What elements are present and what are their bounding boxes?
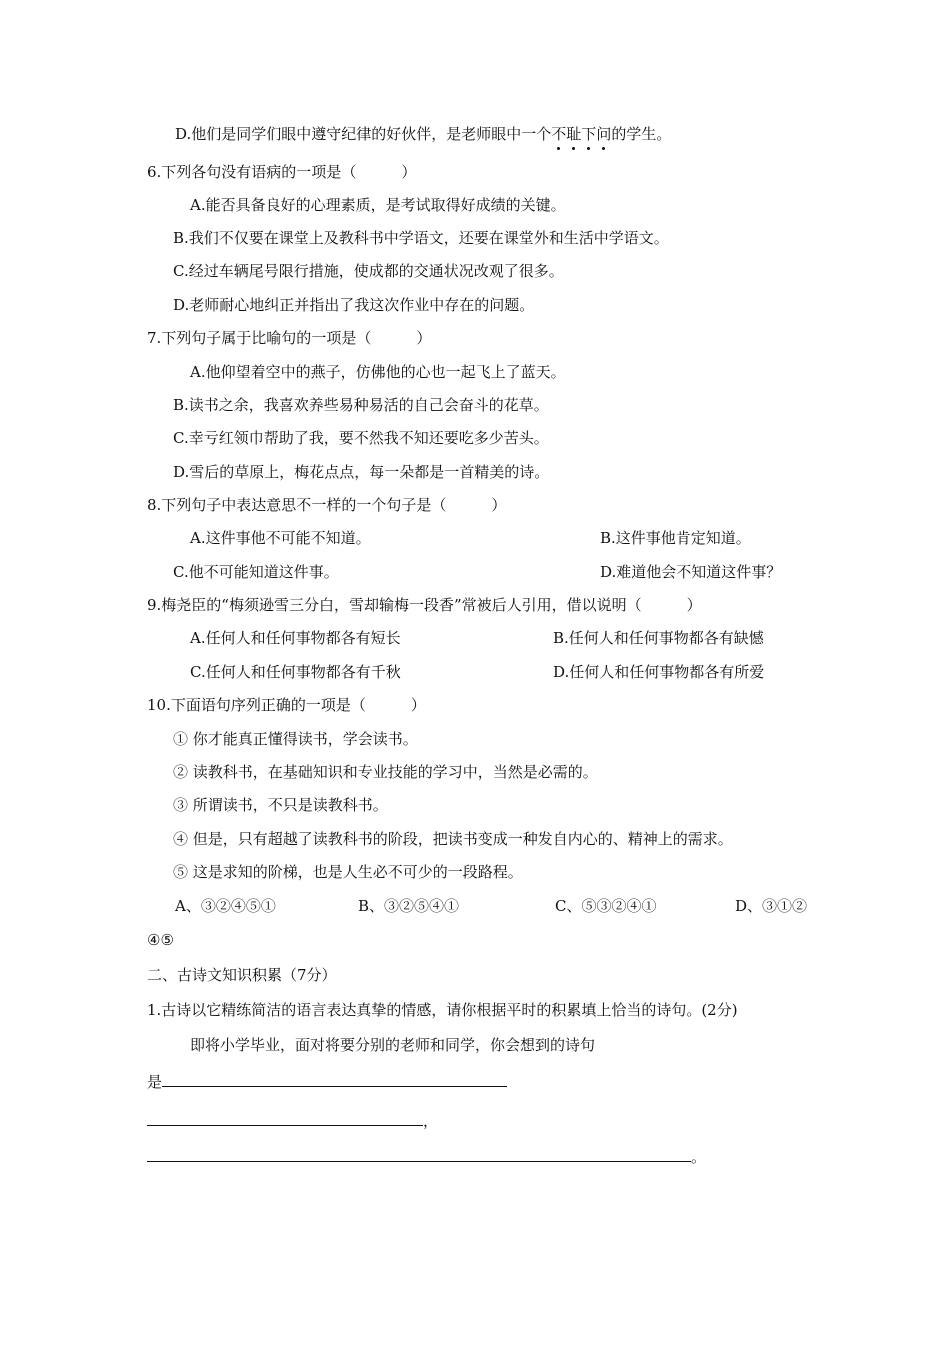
- section-title: 二、古诗文知识积累（7分）: [147, 966, 337, 984]
- q7-option-a: A.他仰望着空中的燕子，仿佛他的心也一起飞上了蓝天。: [190, 363, 566, 381]
- poem-question-stem: 1.古诗以它精练简洁的语言表达真挚的情感，请你根据平时的积累填上恰当的诗句。(2分): [147, 1001, 738, 1019]
- q10-sentence-5: ⑤ 这是求知的阶梯，也是人生必不可少的一段路程。: [173, 863, 523, 881]
- q7-option-b: B.读书之余，我喜欢养些易种易活的自己会奋斗的花草。: [173, 396, 549, 414]
- emphasis-char: 下: [581, 125, 597, 143]
- poem-question-prompt: 即将小学毕业，面对将要分别的老师和同学，你会想到的诗句: [190, 1036, 596, 1054]
- answer-blank-3[interactable]: [147, 1145, 691, 1162]
- q8-option-c: C.他不可能知道这件事。: [173, 563, 339, 581]
- q10-option-d-continued: ④⑤: [147, 931, 174, 949]
- q10-stem: 10.下面语句序列正确的一项是（ ）: [147, 696, 426, 714]
- q9-option-c: C.任何人和任何事物都各有千秋: [190, 663, 401, 681]
- q7-option-d: D.雪后的草原上，梅花点点，每一朵都是一首精美的诗。: [173, 463, 550, 481]
- period: 。: [691, 1148, 707, 1166]
- q6-option-b: B.我们不仅要在课堂上及教科书中学语文，还要在课堂外和生活中学语文。: [173, 229, 669, 247]
- q5-option-d-text-end: 的学生。: [611, 125, 672, 143]
- q8-option-d: D.难道他会不知道这件事？: [600, 563, 782, 581]
- q10-option-d: D、③①②: [735, 897, 808, 915]
- emphasis-char: 不: [551, 125, 567, 143]
- q10-option-c: C、⑤③②④①: [555, 897, 657, 915]
- answer-line-3: [147, 1145, 706, 1167]
- q10-option-a: A、③②④⑤①: [175, 897, 276, 915]
- q9-stem: 9.梅尧臣的“梅须逊雪三分白，雪却输梅一段香”常被后人引用，借以说明（ ）: [147, 596, 702, 614]
- q6-option-a: A.能否具备良好的心理素质，是考试取得好成绩的关键。: [190, 196, 566, 214]
- answer-prefix: 是: [147, 1073, 163, 1091]
- answer-blank-1[interactable]: [162, 1070, 507, 1087]
- q8-option-b: B.这件事他肯定知道。: [600, 529, 751, 547]
- q6-option-d: D.老师耐心地纠正并指出了我这次作业中存在的问题。: [173, 296, 535, 314]
- q8-option-a: A.这件事他不可能不知道。: [190, 529, 371, 547]
- q10-sentence-2: ② 读教科书，在基础知识和专业技能的学习中，当然是必需的。: [173, 763, 598, 781]
- q10-sentence-4: ④ 但是，只有超越了读教科书的阶段，把读书变成一种发自内心的、精神上的需求。: [173, 830, 733, 848]
- q8-stem: 8.下列句子中表达意思不一样的一个句子是（ ）: [147, 496, 507, 514]
- q10-option-b: B、③②⑤④①: [358, 897, 460, 915]
- q10-sentence-1: ① 你才能真正懂得读书，学会读书。: [173, 730, 418, 748]
- emphasis-char: 耻: [566, 125, 582, 143]
- answer-line-2: [147, 1109, 438, 1131]
- q7-option-c: C.幸亏红领巾帮助了我，要不然我不知还要吃多少苦头。: [173, 429, 549, 447]
- emphasis-char: 问: [596, 125, 612, 143]
- q9-option-b: B.任何人和任何事物都各有缺憾: [553, 629, 764, 647]
- q7-stem: 7.下列句子属于比喻句的一项是（ ）: [147, 329, 432, 347]
- answer-blank-2[interactable]: [147, 1109, 423, 1126]
- q6-stem: 6.下列各句没有语病的一项是（ ）: [147, 163, 417, 181]
- q5-option-d: [175, 124, 671, 144]
- comma: ，: [423, 1112, 439, 1130]
- q9-option-a: A.任何人和任何事物都各有短长: [190, 629, 401, 647]
- q5-option-d-text: D.他们是同学们眼中遵守纪律的好伙伴，是老师眼中一个: [175, 125, 552, 143]
- q6-option-c: C.经过车辆尾号限行措施，使成都的交通状况改观了很多。: [173, 262, 564, 280]
- answer-line-1: [147, 1070, 507, 1092]
- q9-option-d: D.任何人和任何事物都各有所爱: [553, 663, 765, 681]
- q10-sentence-3: ③ 所谓读书，不只是读教科书。: [173, 796, 388, 814]
